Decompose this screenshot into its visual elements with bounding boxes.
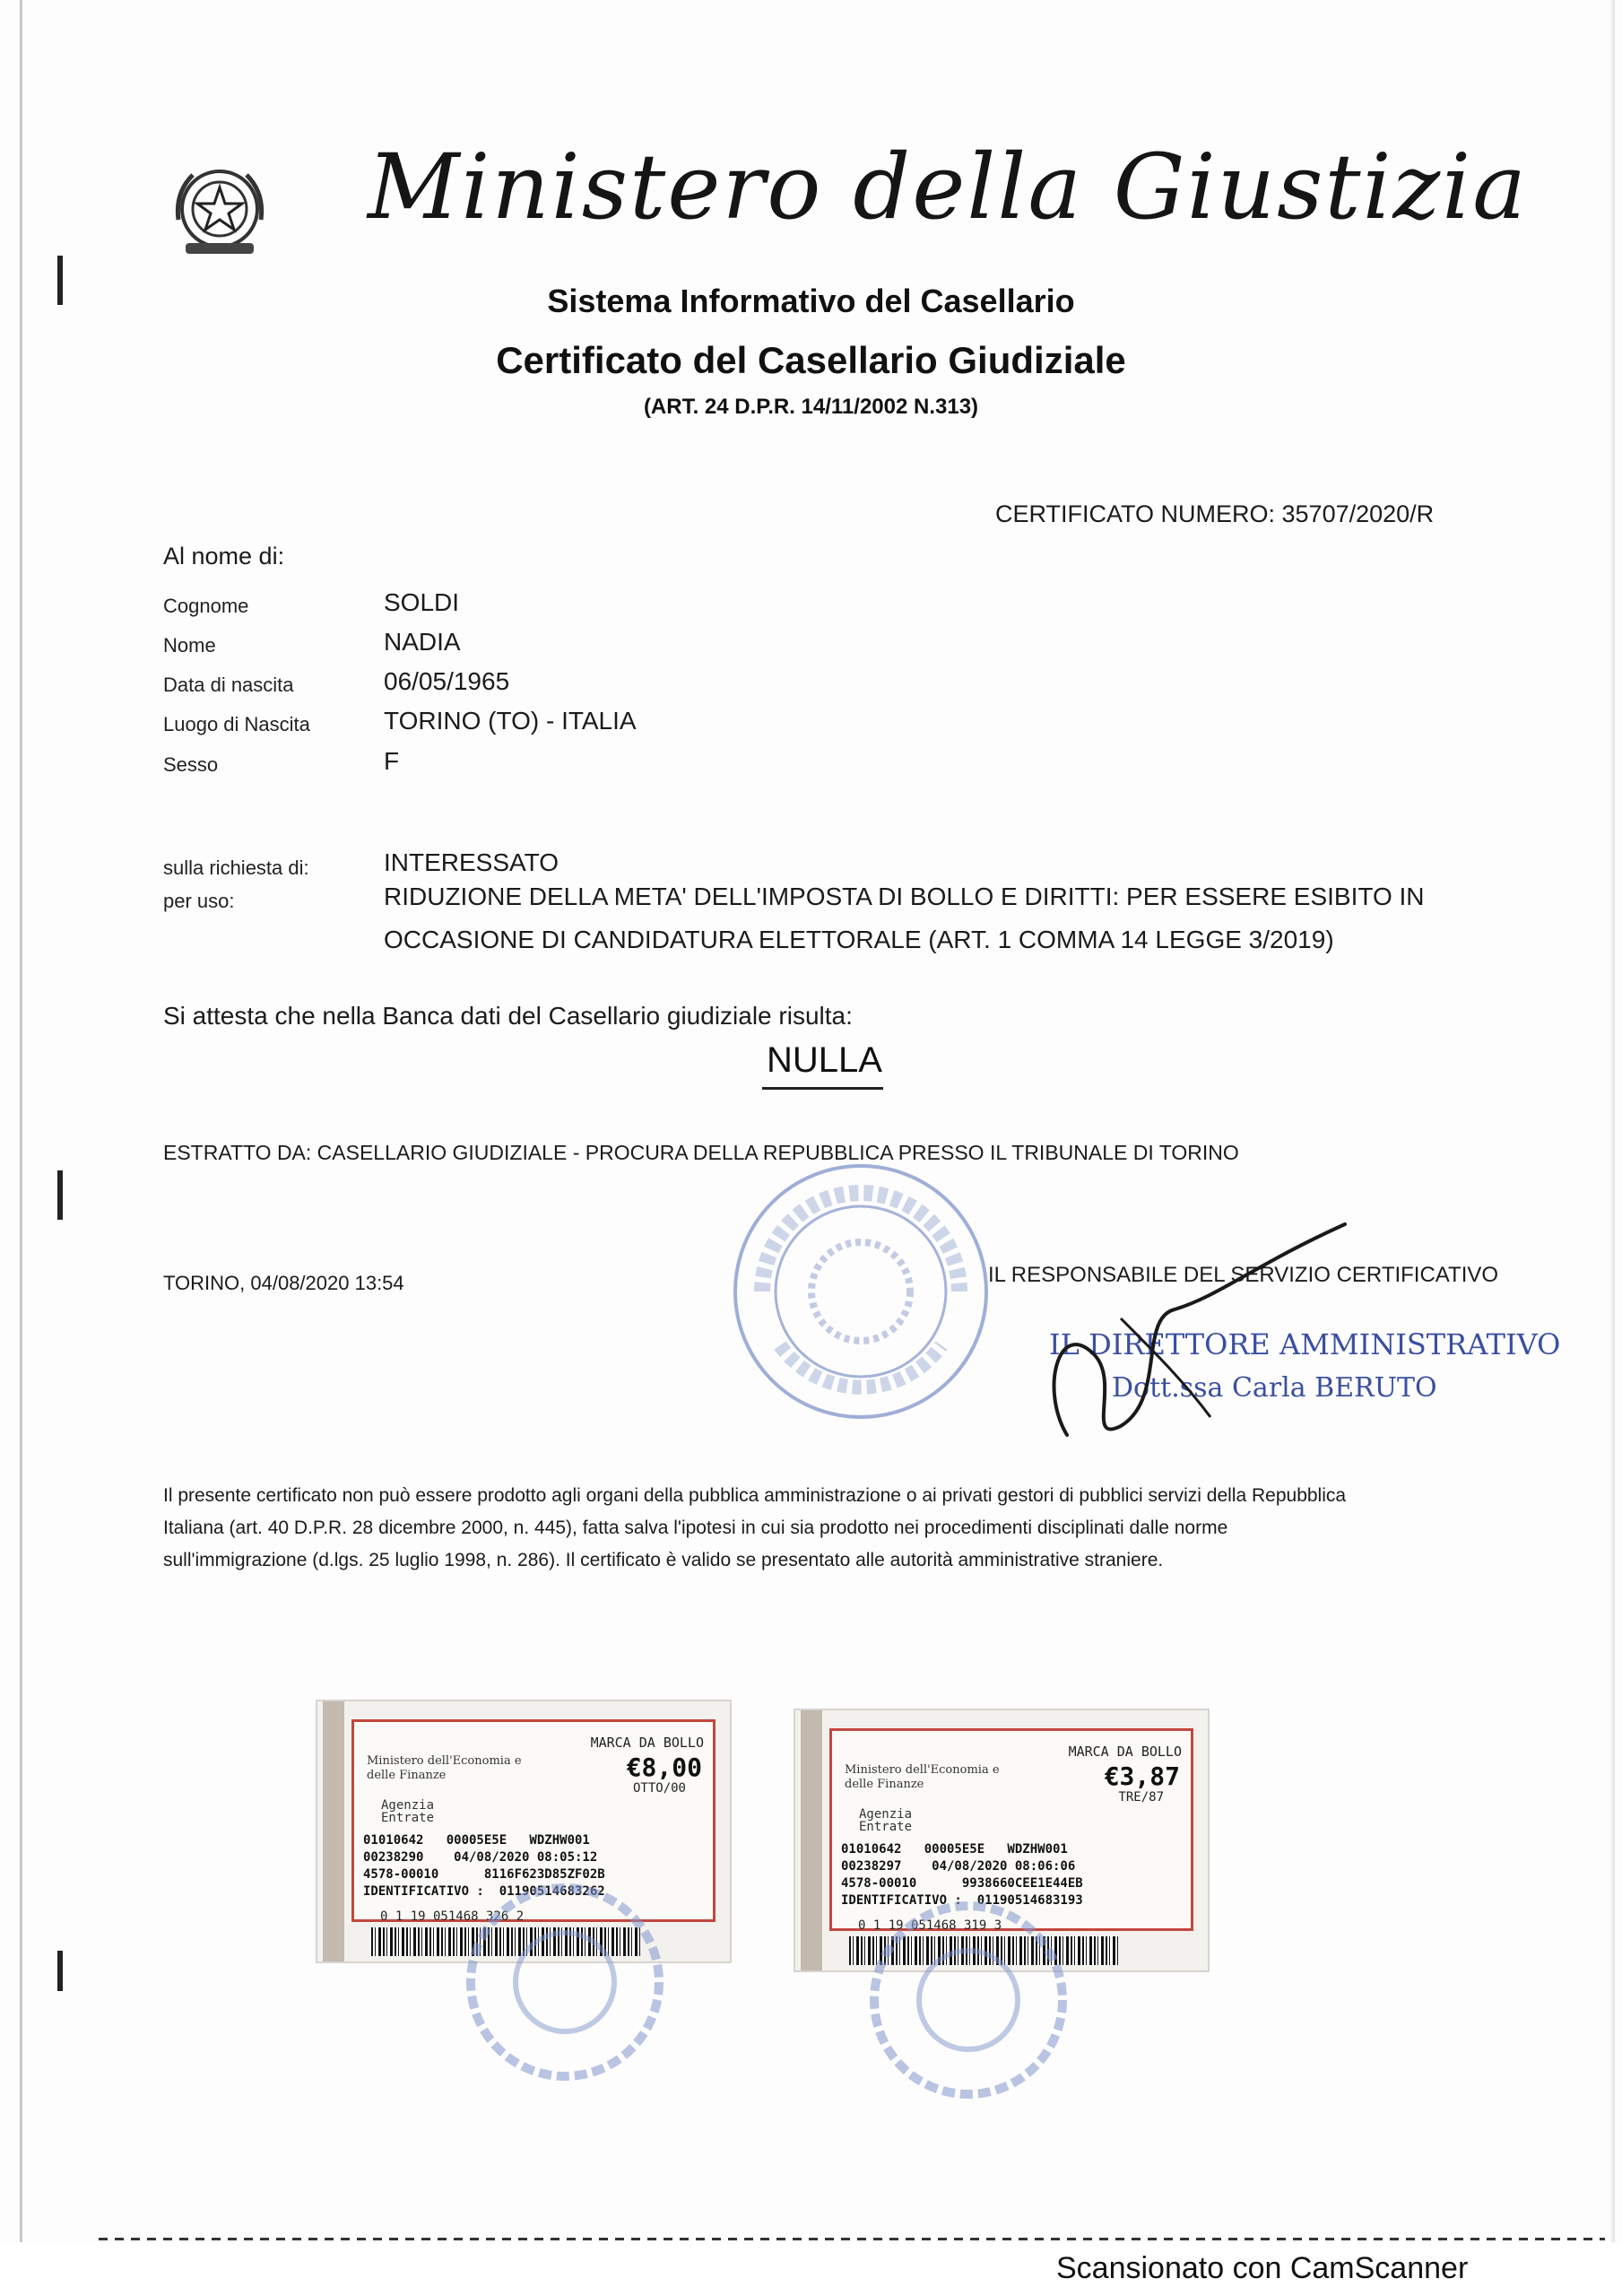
stamp-amount-words: TRE/87 — [1118, 1790, 1164, 1805]
stamp-edge — [801, 1710, 822, 1970]
director-stamp-line2: Dott.ssa Carla BERUTO — [1112, 1372, 1437, 1404]
request-label: sulla richiesta di: — [163, 857, 309, 879]
stamp-row: 00238290 04/08/2020 08:05:12 — [363, 1850, 598, 1865]
legal-footnote — [163, 1480, 1481, 1577]
page-left-edge — [20, 0, 22, 2242]
director-stamp-line1: IL DIRETTORE AMMINISTRATIVO — [1049, 1327, 1561, 1361]
stamp-row: 01010642 00005E5E WDZHW001 — [841, 1842, 1068, 1857]
stamp-barcode-number: 0 1 19 051468 319 3 — [858, 1918, 1002, 1933]
field-label-nome: Nome — [163, 634, 216, 657]
cancellation-seal-icon — [457, 1874, 672, 2090]
request-value: INTERESSATO — [384, 848, 559, 876]
field-value-luogo-nascita: TORINO (TO) - ITALIA — [384, 707, 637, 735]
footnote-line1: Il presente certificato non può essere prodotto agli organi della pubblica amministrazione o ai privati gestori di pubblici servizi della Repubblica — [163, 1485, 1347, 1506]
field-label-cognome: Cognome — [163, 595, 249, 617]
tribunal-seal-icon — [726, 1157, 995, 1426]
footnote-line2: Italiana (art. 40 D.P.R. 28 dicembre 2000, n. 445), fatta salva l'ipotesi in cui sia prodotto nei procedimenti disciplinati dalle norme — [163, 1518, 1228, 1538]
stamp-agency: Agenzia Entrate — [381, 1798, 435, 1825]
scanner-watermark: Scansionato con CamScanner — [1056, 2251, 1469, 2285]
subject-heading: Al nome di: — [163, 543, 285, 570]
certificate-title: Certificato del Casellario Giudiziale — [496, 339, 1126, 381]
cancellation-seal-icon — [861, 1892, 1076, 2108]
stamp-amount-words: OTTO/00 — [632, 1781, 686, 1796]
ministry-title: Ministero della Giustizia — [368, 135, 1528, 239]
law-reference: (ART. 24 D.P.R. 14/11/2002 N.313) — [643, 395, 979, 419]
binder-mark — [57, 1951, 63, 1991]
binder-mark — [57, 1170, 63, 1220]
page-right-edge — [1609, 0, 1615, 2242]
field-value-sesso: F — [384, 747, 400, 775]
field-label-luogo-nascita: Luogo di Nascita — [163, 713, 310, 735]
extract-source: ESTRATTO DA: CASELLARIO GIUDIZIALE - PROCURA DELLA REPUBBLICA PRESSO IL TRIBUNALE DI TORINO — [163, 1141, 1239, 1164]
stamp-row: IDENTIFICATIVO : 01190514683193 — [841, 1893, 1083, 1908]
field-label-sesso: Sesso — [163, 753, 219, 776]
italian-republic-emblem-icon — [166, 157, 273, 265]
certificate-number: CERTIFICATO NUMERO: 35707/2020/R — [995, 500, 1435, 527]
use-label: per uso: — [163, 890, 235, 912]
field-value-cognome: SOLDI — [384, 588, 460, 616]
stamp-row: 4578-00010 8116F623D85ZF02B — [363, 1867, 605, 1882]
stamp-ministry: Ministero dell'Economia e delle Finanze — [367, 1754, 522, 1782]
footnote-line3: sull'immigrazione (d.lgs. 25 luglio 1998, n. 286). Il certificato è valido se presentato alle autorità amministrative straniere. — [163, 1550, 1164, 1570]
stamp-edge — [323, 1701, 344, 1961]
handwritten-signature — [986, 1211, 1453, 1462]
stamp-row: IDENTIFICATIVO : 01190514683262 — [363, 1884, 605, 1899]
use-value-line2: OCCASIONE DI CANDIDATURA ELETTORALE (ART. 1 COMMA 14 LEGGE 3/2019) — [384, 926, 1334, 953]
stamp-ministry: Ministero dell'Economia e delle Finanze — [845, 1763, 1000, 1791]
result-underline — [762, 1087, 883, 1090]
place-and-date: TORINO, 04/08/2020 13:54 — [163, 1272, 404, 1294]
result-value: NULLA — [767, 1040, 882, 1080]
stamp-marca-label: MARCA DA BOLLO — [590, 1735, 704, 1751]
stamp-marca-label: MARCA DA BOLLO — [1068, 1744, 1182, 1760]
stamp-row: 01010642 00005E5E WDZHW001 — [363, 1833, 590, 1848]
stamp-amount: €3,87 — [1104, 1761, 1180, 1791]
stamp-row: 4578-00010 9938660CEE1E44EB — [841, 1876, 1083, 1891]
stamp-amount: €8,00 — [626, 1752, 702, 1782]
responsible-office: IL RESPONSABILE DEL SERVIZIO CERTIFICATIVO — [988, 1263, 1499, 1287]
system-title: Sistema Informativo del Casellario — [547, 283, 1075, 319]
field-label-data-nascita: Data di nascita — [163, 674, 294, 696]
page-bottom-edge — [99, 2238, 1605, 2240]
stamp-barcode-number: 0 1 19 051468 326 2 — [380, 1909, 525, 1924]
field-value-data-nascita: 06/05/1965 — [384, 667, 510, 695]
use-value-line1: RIDUZIONE DELLA META' DELL'IMPOSTA DI BOLLO E DIRITTI: PER ESSERE ESIBITO IN — [384, 883, 1425, 910]
stamp-row: 00238297 04/08/2020 08:06:06 — [841, 1859, 1076, 1874]
attestation-text: Si attesta che nella Banca dati del Casellario giudiziale risulta: — [163, 1002, 853, 1030]
stamp-agency: Agenzia Entrate — [859, 1807, 913, 1834]
field-value-nome: NADIA — [384, 628, 461, 656]
